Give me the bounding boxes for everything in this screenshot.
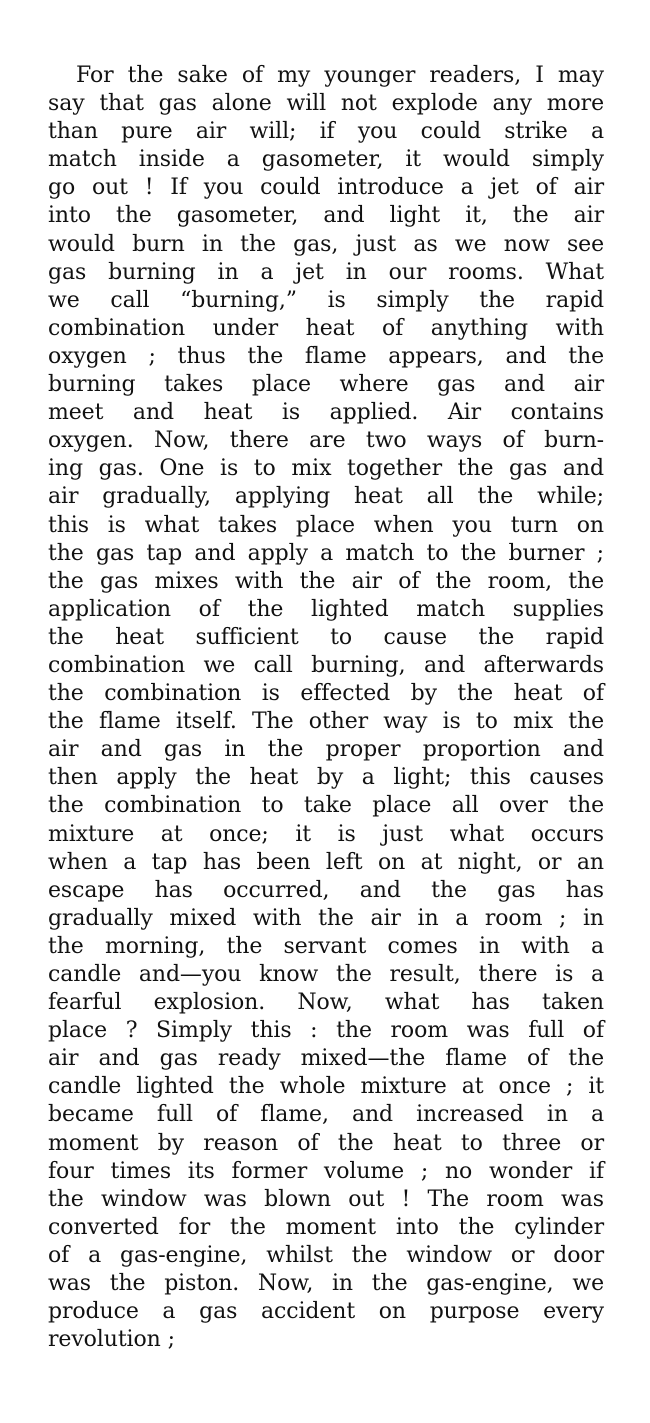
text-line: fearful explosion. Now, what has taken (48, 990, 604, 1016)
text-line: the gas mixes with the air of the room, the (48, 568, 604, 594)
text-line: place ? Simply this : the room was full of (48, 1018, 604, 1044)
text-line: of a gas-engine, whilst the window or door (48, 1242, 604, 1268)
text-line: gradually mixed with the air in a room ; in (48, 905, 604, 931)
text-line: the window was blown out ! The room was (48, 1186, 604, 1212)
text-line: say that gas alone will not explode any more (48, 91, 604, 117)
text-line: four times its former volume ; no wonder if (48, 1158, 604, 1184)
text-line: mixture at once; it is just what occurs (48, 821, 604, 847)
text-line: would burn in the gas, just as we now see (48, 231, 604, 257)
text-line: ing gas. One is to mix together the gas and (48, 456, 604, 482)
text-line: was the piston. Now, in the gas-engine, we (48, 1271, 604, 1297)
text-line: we call “burning,” is simply the rapid (48, 287, 604, 313)
text-line: combination under heat of anything with (48, 315, 604, 341)
text-line: became full of flame, and increased in a (48, 1102, 604, 1128)
text-line: into the gasometer, and light it, the air (48, 203, 604, 229)
text-line: moment by reason of the heat to three or (48, 1130, 604, 1156)
text-line: the combination to take place all over the (48, 793, 604, 819)
text-line: when a tap has been left on at night, or an (48, 849, 604, 875)
text-line: the flame itself. The other way is to mix the (48, 709, 604, 735)
text-line: revolution ; (48, 1327, 175, 1353)
text-line: the morning, the servant comes in with a (48, 933, 604, 959)
text-line: the combination is effected by the heat of (48, 681, 604, 707)
text-line: burning takes place where gas and air (48, 372, 604, 398)
text-line: application of the lighted match supplies (48, 596, 604, 622)
text-line: than pure air will; if you could strike a (48, 119, 604, 145)
text-line: For the sake of my younger readers, I may (76, 63, 604, 88)
text-line: converted for the moment into the cylinder (48, 1214, 604, 1240)
text-line: produce a gas accident on purpose every (48, 1299, 604, 1325)
text-line: air gradually, applying heat all the while; (48, 484, 604, 510)
text-line: candle and—you know the result, there is a (48, 962, 604, 987)
text-line: the gas tap and apply a match to the burner ; (48, 540, 604, 566)
text-line: the heat sufficient to cause the rapid (48, 624, 604, 650)
text-line: air and gas ready mixed—the flame of the (48, 1046, 604, 1072)
text-line: escape has occurred, and the gas has (48, 877, 604, 903)
text-line: combination we call burning, and afterwards (48, 652, 604, 678)
text-line: then apply the heat by a light; this causes (48, 765, 604, 791)
text-line: oxygen. Now, there are two ways of burn- (48, 428, 604, 454)
text-line: go out ! If you could introduce a jet of air (48, 175, 604, 201)
text-line: candle lighted the whole mixture at once ; it (48, 1074, 604, 1100)
text-line: meet and heat is applied. Air contains (48, 400, 604, 426)
text-line: air and gas in the proper proportion and (48, 737, 604, 763)
text-line: oxygen ; thus the flame appears, and the (48, 343, 604, 369)
text-line: this is what takes place when you turn on (48, 512, 604, 538)
text-line: match inside a gasometer, it would simply (48, 147, 604, 173)
text-line: gas burning in a jet in our rooms. What (48, 259, 604, 285)
body-paragraph (48, 62, 604, 1354)
